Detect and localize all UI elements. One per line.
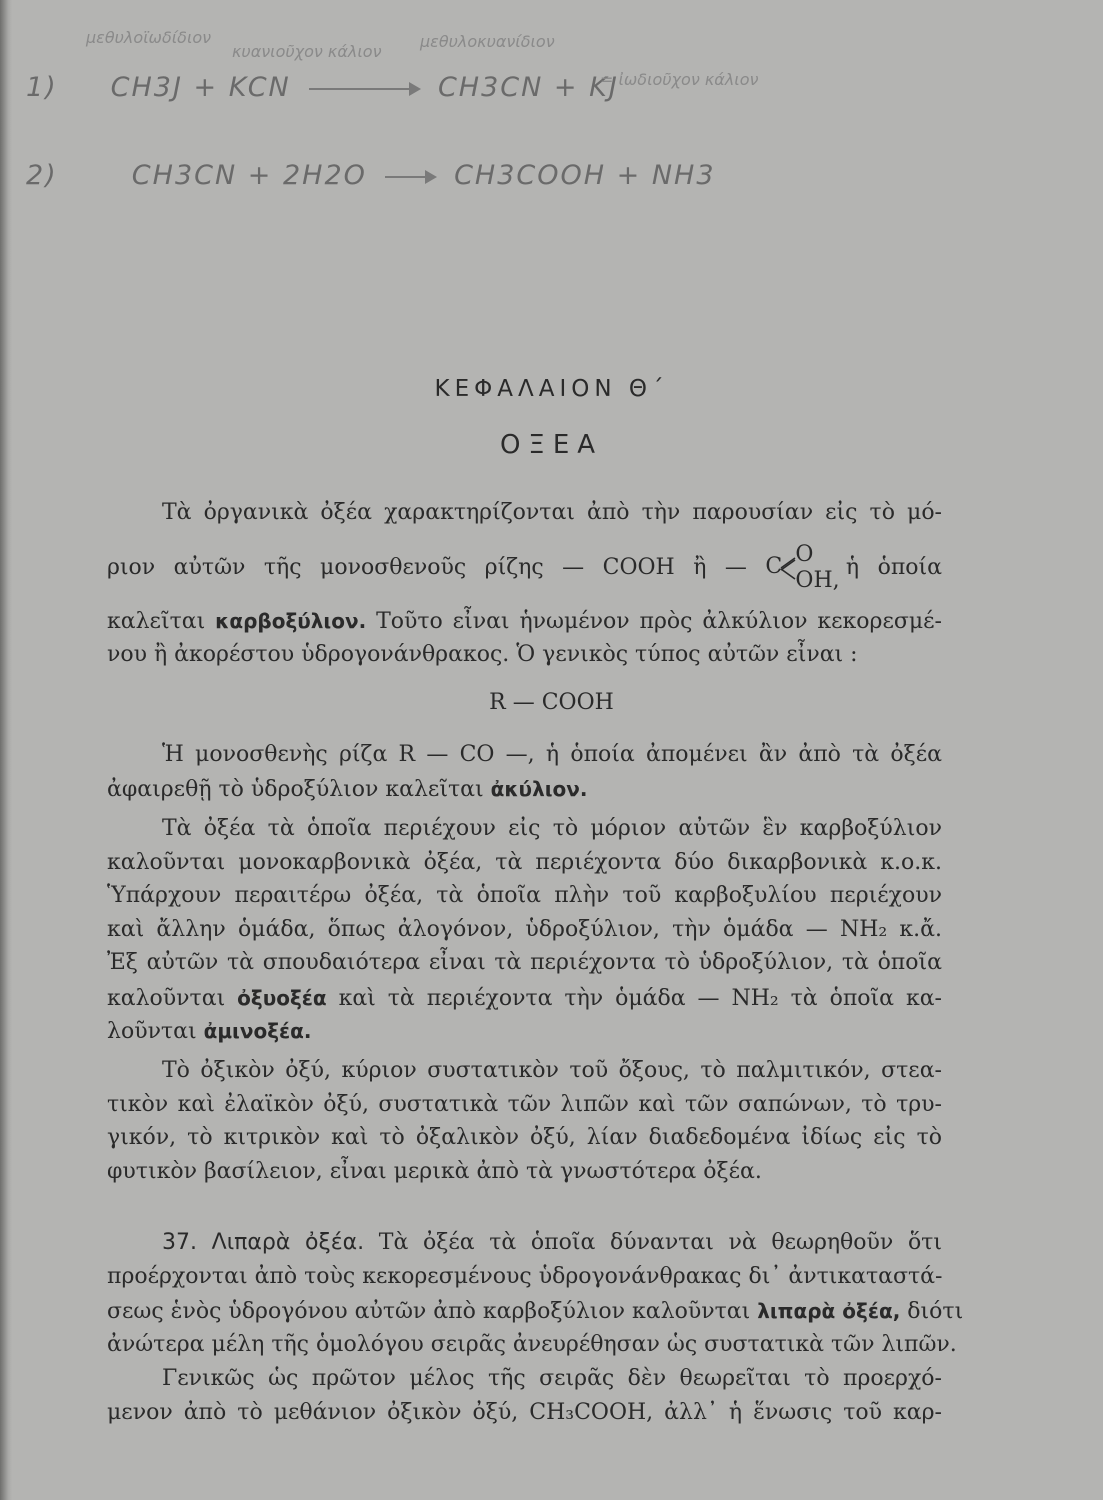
equation-2-left: CH3CN + 2H2O xyxy=(131,160,367,191)
bold-term: καρβοξύλιον. xyxy=(215,609,367,633)
section-title: Λιπαρὰ ὀξέα. xyxy=(211,1230,365,1255)
carboxyl-formula xyxy=(765,542,840,593)
paragraph-line: τικὸν καὶ ἐλαϊκὸν ὀξύ, συστατικὰ τῶν λιπῶν καὶ τῶν σαπώνων, τὸ τρυ- xyxy=(107,1092,942,1117)
paragraph-line: Ἡ μονοσθενὴς ρίζα R — CO —, ἡ ὁποία ἀπομένει ἂν ἀπὸ τὰ ὀξέα xyxy=(162,742,942,767)
paragraph-line xyxy=(107,983,942,1014)
page-edge xyxy=(0,0,12,1500)
handwritten-note-top-left: μεθυλοϊωδίδιον xyxy=(86,28,212,47)
paragraph-line: νου ἢ ἀκορέστου ὑδρογονάνθρακος. Ὁ γενικὸς τύπος αὐτῶν εἶναι : xyxy=(107,642,858,667)
text-span: Τὰ ὀξέα τὰ ὁποῖα δύνανται νὰ θεωρηθοῦν ὅτι xyxy=(378,1230,942,1255)
paragraph-line xyxy=(107,774,942,805)
page-title: ΟΞΕΑ xyxy=(499,430,604,460)
formula-oxygen: O xyxy=(795,542,814,567)
paragraph-line xyxy=(107,1296,964,1327)
paragraph-line xyxy=(107,542,943,593)
equation-2-right: CH3COOH + NH3 xyxy=(454,160,716,191)
section-number: 37. xyxy=(162,1230,197,1255)
paragraph-line: φυτικὸν βασίλειον, εἶναι μερικὰ ἀπὸ τὰ γνωστότερα ὀξέα. xyxy=(107,1159,762,1184)
formula-hydroxyl: OH, xyxy=(795,568,840,593)
chapter-heading: ΚΕΦΑΛΑΙΟΝ Θ΄ xyxy=(434,376,669,402)
text-span: καὶ τὰ περιέχοντα τὴν ὁμάδα — NH₂ τὰ ὁποῖα κα- xyxy=(338,986,942,1011)
text-span: λοῦνται xyxy=(107,1019,197,1044)
paragraph-line: Τὰ ὀξέα τὰ ὁποῖα περιέχουν εἰς τὸ μόριον αὐτῶν ἓν καρβοξύλιον xyxy=(162,816,942,841)
paragraph-line: προέρχονται ἀπὸ τοὺς κεκορεσμένους ὑδρογονάνθρακας δι᾽ ἀντικαταστά- xyxy=(107,1264,943,1289)
text-span: καλοῦνται xyxy=(107,986,226,1011)
handwritten-note-eq1: = ἰωδιοῦχον κάλιον xyxy=(600,70,759,89)
paragraph-line: Ἐξ αὐτῶν τὰ σπουδαιότερα εἶναι τὰ περιέχοντα τὸ ὑδροξύλιον, τὰ ὁποῖα xyxy=(107,950,942,975)
bold-term: ὀξυοξέα xyxy=(237,986,327,1010)
paragraph-line: καὶ ἄλλην ὁμάδα, ὅπως ἀλογόνον, ὑδροξύλιον, τὴν ὁμάδα — NH₂ κ.ἄ. xyxy=(107,917,942,942)
section-heading-line xyxy=(162,1228,942,1258)
handwritten-equation-1 xyxy=(26,72,619,103)
text-span: Τοῦτο εἶναι ἡνωμένον πρὸς ἀλκύλιον κεκορεσμέ- xyxy=(376,609,942,634)
text-span: διότι xyxy=(907,1299,964,1324)
paragraph-line xyxy=(107,606,942,637)
handwritten-note-top-mid: κυανιοῦχον κάλιον xyxy=(232,42,382,61)
general-formula: R — COOH xyxy=(489,690,614,715)
paragraph-line: μενον ἀπὸ τὸ μεθάνιον ὀξικὸν ὀξύ, CH₃COOH, ἀλλ᾽ ἡ ἕνωσις τοῦ καρ- xyxy=(107,1400,942,1425)
text-span: καλεῖται xyxy=(107,609,206,634)
formula-carbon: C xyxy=(765,554,783,579)
equation-1-number: 1) xyxy=(26,72,58,103)
paragraph-line: Τὰ ὀργανικὰ ὀξέα χαρακτηρίζονται ἀπὸ τὴν παρουσίαν εἰς τὸ μό- xyxy=(162,500,942,525)
bold-term: ἀκύλιον. xyxy=(490,777,588,801)
paragraph-line: ἀνώτερα μέλη τῆς ὁμολόγου σειρᾶς ἀνευρέθησαν ὡς συστατικὰ τῶν λιπῶν. xyxy=(107,1332,957,1357)
text-span: ἀφαιρεθῇ τὸ ὑδροξύλιον καλεῖται xyxy=(107,777,484,802)
bold-term: ἀμινοξέα. xyxy=(203,1019,312,1043)
paragraph-line: Τὸ ὀξικὸν ὀξύ, κύριον συστατικὸν τοῦ ὄξους, τὸ παλμιτικόν, στεα- xyxy=(162,1058,942,1083)
equation-2-number: 2) xyxy=(26,160,58,191)
bold-term: λιπαρὰ ὀξέα, xyxy=(757,1299,901,1323)
arrow-icon xyxy=(309,88,419,90)
arrow-icon xyxy=(385,176,435,178)
paragraph-line: Γενικῶς ὡς πρῶτον μέλος τῆς σειρᾶς δὲν θεωρεῖται τὸ προερχό- xyxy=(162,1366,942,1391)
handwritten-note-top-right: μεθυλοκυανίδιον xyxy=(420,32,555,51)
text-span: σεως ἑνὸς ὑδρογόνου αὐτῶν ἀπὸ καρβοξύλιον καλοῦνται xyxy=(107,1299,751,1324)
text-span: ἡ ὁποία xyxy=(845,555,943,580)
paragraph-line: γικόν, τὸ κιτρικὸν καὶ τὸ ὀξαλικὸν ὀξύ, λίαν διαδεδομένα ἰδίως εἰς τὸ xyxy=(107,1125,942,1150)
paragraph-line xyxy=(107,1016,942,1047)
handwritten-equation-2 xyxy=(26,160,716,191)
equation-1-right: CH3CN + KJ xyxy=(437,72,619,103)
paragraph-line: Ὑπάρχουν περαιτέρω ὀξέα, τὰ ὁποῖα πλὴν τοῦ καρβοξυλίου περιέχουν xyxy=(107,883,942,908)
text-span: ριον αὐτῶν τῆς μονοσθενοῦς ρίζης — COOH ἢ — xyxy=(107,555,747,580)
paragraph-line: καλοῦνται μονοκαρβονικὰ ὀξέα, τὰ περιέχοντα δύο δικαρβονικὰ κ.ο.κ. xyxy=(107,850,942,875)
equation-1-left: CH3J + KCN xyxy=(110,72,291,103)
